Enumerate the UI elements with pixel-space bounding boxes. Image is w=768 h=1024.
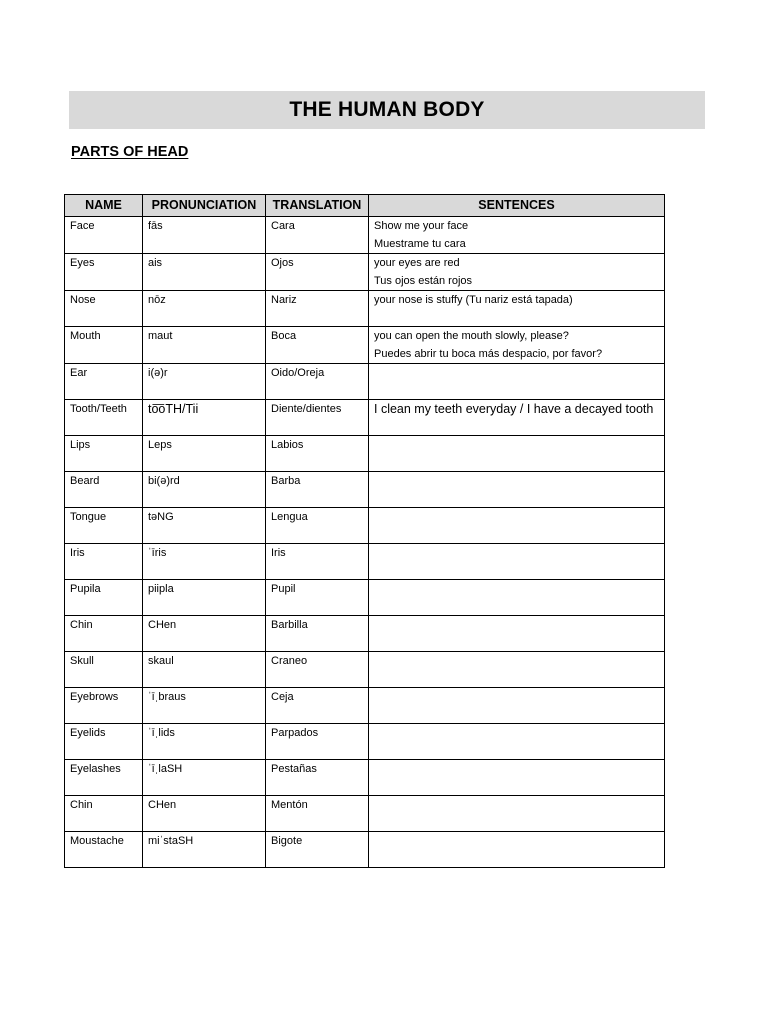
cell-pronunciation: ˈīˌbraus: [143, 688, 266, 724]
sentence-english: your nose is stuffy (Tu nariz está tapada): [374, 294, 573, 306]
table-header-row: [65, 195, 665, 217]
cell-name: Face: [65, 217, 143, 254]
cell-translation: Craneo: [266, 652, 369, 688]
sentence-spanish: Tus ojos están rojos: [374, 275, 473, 287]
header-translation: TRANSLATION: [266, 195, 369, 217]
cell-name: Chin: [65, 796, 143, 832]
cell-name: Lips: [65, 436, 143, 472]
cell-pronunciation: Leps: [143, 436, 266, 472]
cell-name: Eyes: [65, 254, 143, 291]
cell-pronunciation: ˈīˌlaSH: [143, 760, 266, 796]
table-row: [65, 652, 665, 688]
sentence-spanish: Muestrame tu cara: [374, 238, 466, 250]
cell-translation: Ojos: [266, 254, 369, 291]
table-row: [65, 327, 665, 364]
cell-translation: Nariz: [266, 291, 369, 327]
sentence-english: you can open the mouth slowly, please?: [374, 330, 569, 342]
cell-pronunciation: ˈīris: [143, 544, 266, 580]
cell-sentences: [369, 760, 665, 796]
cell-name: Skull: [65, 652, 143, 688]
cell-name: Ear: [65, 364, 143, 400]
cell-pronunciation: i(ə)r: [143, 364, 266, 400]
cell-translation: Labios: [266, 436, 369, 472]
cell-sentences: [369, 217, 665, 254]
cell-pronunciation: CHen: [143, 616, 266, 652]
table-row: [65, 580, 665, 616]
cell-pronunciation: ˈīˌlids: [143, 724, 266, 760]
cell-name: Mouth: [65, 327, 143, 364]
table-row: [65, 616, 665, 652]
sentence-spanish: Puedes abrir tu boca más despacio, por favor?: [374, 348, 603, 360]
cell-sentences: [369, 291, 665, 327]
table-row: [65, 217, 665, 254]
cell-translation: Boca: [266, 327, 369, 364]
cell-name: Chin: [65, 616, 143, 652]
cell-sentences: [369, 688, 665, 724]
sentence-english: Show me your face: [374, 220, 469, 232]
cell-sentences: [369, 472, 665, 508]
cell-translation: Pestañas: [266, 760, 369, 796]
title-bar: [69, 91, 705, 129]
cell-pronunciation: maut: [143, 327, 266, 364]
cell-pronunciation: təNG: [143, 508, 266, 544]
table-row: [65, 364, 665, 400]
cell-translation: Lengua: [266, 508, 369, 544]
cell-sentences: [369, 724, 665, 760]
header-pronunciation: PRONUNCIATION: [143, 195, 266, 217]
cell-pronunciation: nōz: [143, 291, 266, 327]
cell-name: Moustache: [65, 832, 143, 868]
cell-name: Beard: [65, 472, 143, 508]
cell-pronunciation: ais: [143, 254, 266, 291]
page-title: THE HUMAN BODY: [289, 98, 485, 121]
table-row: [65, 760, 665, 796]
table-row: [65, 508, 665, 544]
table-row: [65, 254, 665, 291]
cell-pronunciation: bi(ə)rd: [143, 472, 266, 508]
cell-sentences: [369, 616, 665, 652]
cell-translation: Mentón: [266, 796, 369, 832]
table-row: [65, 796, 665, 832]
cell-name: Eyebrows: [65, 688, 143, 724]
cell-translation: Barba: [266, 472, 369, 508]
table-row: [65, 436, 665, 472]
cell-name: Eyelashes: [65, 760, 143, 796]
cell-sentences: [369, 580, 665, 616]
cell-translation: Cara: [266, 217, 369, 254]
cell-sentences: [369, 400, 665, 436]
sentence-english: your eyes are red: [374, 257, 460, 269]
cell-translation: Ceja: [266, 688, 369, 724]
cell-pronunciation: to͞oTH/Tii: [143, 400, 266, 436]
table-row: [65, 544, 665, 580]
cell-sentences: [369, 508, 665, 544]
cell-sentences: [369, 544, 665, 580]
table-row: [65, 724, 665, 760]
header-sentences: SENTENCES: [369, 195, 665, 217]
cell-translation: Oido/Oreja: [266, 364, 369, 400]
cell-translation: Bigote: [266, 832, 369, 868]
cell-pronunciation: fās: [143, 217, 266, 254]
cell-pronunciation: piipla: [143, 580, 266, 616]
table-row: [65, 291, 665, 327]
cell-sentences: [369, 652, 665, 688]
cell-sentences: [369, 364, 665, 400]
cell-translation: Parpados: [266, 724, 369, 760]
cell-sentences: [369, 436, 665, 472]
section-heading: PARTS OF HEAD: [71, 144, 189, 160]
cell-translation: Pupil: [266, 580, 369, 616]
cell-translation: Diente/dientes: [266, 400, 369, 436]
cell-name: Nose: [65, 291, 143, 327]
header-name: NAME: [65, 195, 143, 217]
cell-sentences: [369, 327, 665, 364]
cell-sentences: [369, 796, 665, 832]
table-row: [65, 832, 665, 868]
cell-pronunciation: CHen: [143, 796, 266, 832]
table-row: [65, 400, 665, 436]
cell-pronunciation: miˈstaSH: [143, 832, 266, 868]
cell-name: Pupila: [65, 580, 143, 616]
cell-name: Eyelids: [65, 724, 143, 760]
cell-translation: Iris: [266, 544, 369, 580]
sentence-english: I clean my teeth everyday / I have a decayed tooth: [374, 402, 654, 416]
body-parts-table: [64, 194, 665, 868]
cell-name: Iris: [65, 544, 143, 580]
cell-translation: Barbilla: [266, 616, 369, 652]
cell-pronunciation: skaul: [143, 652, 266, 688]
table-row: [65, 688, 665, 724]
cell-name: Tooth/Teeth: [65, 400, 143, 436]
cell-sentences: [369, 254, 665, 291]
table-row: [65, 472, 665, 508]
cell-name: Tongue: [65, 508, 143, 544]
cell-sentences: [369, 832, 665, 868]
